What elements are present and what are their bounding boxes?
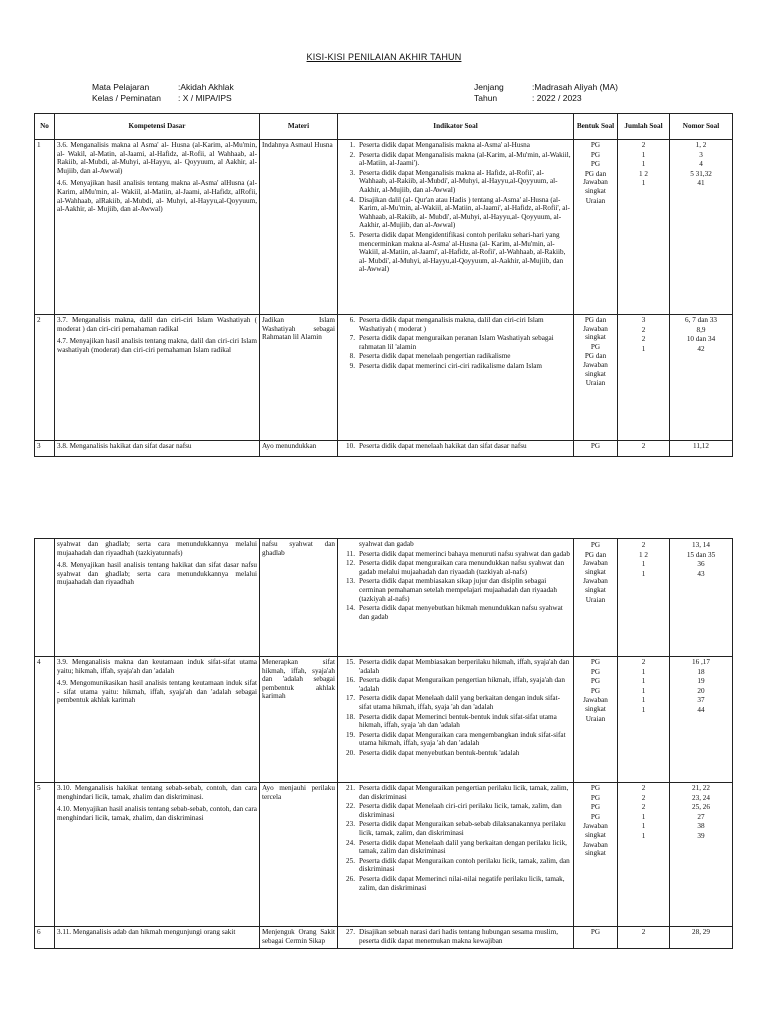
indikator-number: 24. bbox=[346, 838, 355, 847]
row-number: 4 bbox=[35, 657, 55, 783]
kompetensi-dasar-cell bbox=[55, 315, 260, 441]
indikator-number: 7. bbox=[349, 334, 355, 343]
indikator-item bbox=[340, 604, 571, 621]
kompetensi-dasar-text: 3.7. Menganalisis makna, dalil dan ciri-ciri Islam Washatiyah ( moderat ) dan ciri-ciri pemahaman radikal bbox=[57, 316, 257, 333]
jumlah-soal-cell bbox=[618, 315, 670, 441]
bentuk-soal-cell bbox=[574, 927, 618, 949]
row-number: 3 bbox=[35, 441, 55, 457]
jumlah-soal-value: 1 bbox=[641, 344, 646, 353]
indikator-item bbox=[340, 316, 571, 333]
indikator-text: Peserta didik dapat Menelaah dalil yang berkaitan dengan perilaku licik, tamak, zalim dan diskriminasi bbox=[359, 838, 567, 856]
jumlah-soal-value: 2 bbox=[641, 335, 646, 344]
indikator-number: 22. bbox=[346, 802, 355, 811]
kelas-label: Kelas / Peminatan bbox=[92, 93, 161, 103]
indikator-item bbox=[340, 141, 571, 150]
nomor-soal-value: 1, 2 bbox=[695, 141, 707, 149]
indikator-item bbox=[340, 559, 571, 576]
indikator-text: Peserta didik dapat Menguraikan pengertian hikmah, iffah, syaja'ah dan 'adalah bbox=[359, 676, 565, 693]
nomor-soal-value: 11,12 bbox=[693, 442, 709, 450]
nomor-soal-value: 19 bbox=[697, 677, 705, 686]
indikator-item bbox=[340, 442, 571, 451]
kompetensi-dasar-cell bbox=[55, 140, 260, 315]
jumlah-soal-value: 2 bbox=[641, 658, 646, 666]
row-number bbox=[35, 539, 55, 657]
bentuk-soal-value: PG dan Jawaban singkat bbox=[583, 352, 608, 378]
indikator-cell bbox=[338, 927, 574, 949]
table-row bbox=[35, 539, 733, 657]
bentuk-soal-value: PG bbox=[590, 793, 601, 802]
kompetensi-dasar-text: 3.8. Menganalisis hakikat dan sifat dasar nafsu bbox=[57, 442, 192, 450]
bentuk-soal-value: Jawaban singkat bbox=[583, 577, 608, 594]
nomor-soal-value: 10 dan 34 bbox=[686, 335, 716, 344]
header-indikator-soal: Indikator Soal bbox=[338, 114, 574, 140]
document-title: KISI-KISI PENILAIAN AKHIR TAHUN bbox=[306, 52, 462, 62]
bentuk-soal-value: PG bbox=[590, 803, 601, 812]
jumlah-soal-value: 1 bbox=[641, 686, 646, 695]
mapel-value: :Akidah Akhlak bbox=[178, 82, 234, 92]
indikator-number: 6. bbox=[349, 316, 355, 324]
nomor-soal-cell bbox=[670, 927, 733, 949]
indikator-cell bbox=[338, 783, 574, 927]
bentuk-soal-value: PG bbox=[590, 342, 601, 351]
indikator-cell bbox=[338, 140, 574, 315]
kompetensi-dasar-text: 3.11. Menganalisis adab dan hikmah mengunjungi orang sakit bbox=[57, 928, 236, 936]
kompetensi-dasar-text: 3.9. Menganalisis makna dan keutamaan induk sifat-sifat utama yaitu; hikmah, iffah, syaja'ah dan 'adalah bbox=[57, 658, 257, 675]
nomor-soal-value: 6, 7 dan 33 bbox=[685, 316, 717, 324]
bentuk-soal-value: PG dan Jawaban singkat bbox=[583, 550, 608, 576]
indikator-item bbox=[340, 362, 571, 371]
kompetensi-dasar-cell bbox=[55, 927, 260, 949]
indikator-number: 17. bbox=[346, 694, 355, 703]
indikator-number: 11. bbox=[346, 549, 355, 558]
kisi-kisi-table-page-1 bbox=[34, 113, 733, 457]
jumlah-soal-value: 2 bbox=[641, 793, 646, 802]
bentuk-soal-value: PG bbox=[590, 812, 601, 821]
tahun-label: Tahun bbox=[474, 93, 498, 103]
indikator-item bbox=[340, 334, 571, 351]
table-row bbox=[35, 657, 733, 783]
kompetensi-dasar-text: 4.9. Mengomunikasikan hasil analisis tentang keutamaan induk sifat - sifat utama yaitu: hikmah, iffah, syaja'ah dan 'adalah sebagai pembentuk akhlak karimah bbox=[57, 679, 257, 705]
indikator-text: Peserta didik dapat Membiasakan berperilaku hikmah, iffah, syaja'ah dan 'adalah bbox=[359, 658, 570, 675]
nomor-soal-cell bbox=[670, 140, 733, 315]
row-number: 2 bbox=[35, 315, 55, 441]
indikator-item bbox=[340, 658, 571, 675]
table-row bbox=[35, 315, 733, 441]
nomor-soal-value: 36 bbox=[697, 560, 705, 569]
indikator-number: 20. bbox=[346, 748, 355, 757]
indikator-item bbox=[340, 151, 571, 168]
header-jumlah-soal: Jumlah Soal bbox=[618, 114, 670, 140]
bentuk-soal-value: PG bbox=[590, 150, 601, 159]
indikator-item bbox=[340, 169, 571, 195]
materi-cell: Jadikan Islam Washatiyah sebagai Rahmatan lil Alamin bbox=[260, 315, 338, 441]
indikator-item bbox=[340, 352, 571, 361]
indikator-number: 15. bbox=[346, 658, 355, 666]
nomor-soal-value: 43 bbox=[697, 569, 705, 578]
indikator-number: 23. bbox=[346, 820, 355, 829]
bentuk-soal-cell bbox=[574, 783, 618, 927]
nomor-soal-value: 28, 29 bbox=[692, 928, 710, 936]
indikator-item bbox=[340, 676, 571, 693]
indikator-number: 2. bbox=[349, 150, 355, 159]
row-number: 6 bbox=[35, 927, 55, 949]
jumlah-soal-value: 2 bbox=[641, 541, 646, 549]
indikator-text: Disajikan dalil (al- Qur'an atau Hadis ) tentang al-Asma' al-Husna (al-Karim, al-Mu'min, al-Wakiil, al-Matiin, al-Jaami', al-Hafidz, al-Rofii', al-Wahhaab, al-Rakiib, al- Mubdi', al-Muhyi, al-Hayyu,al- Qoyyuum, al-Aakhir, al-Mujiib, dan al-Awwal) bbox=[359, 195, 570, 230]
page-break bbox=[0, 462, 768, 526]
kisi-kisi-table-page-2 bbox=[34, 538, 733, 949]
kompetensi-dasar-text: 4.6. Menyajikan hasil analisis tentang makna al-Asma' alHusna (al-Karim, alMu'min, al- Wakiil, al-Matiin, al-Jaami, al-Hafidz, alRofii, al-Wahhaab, alRakiib, al-Mubdi, al- Muhyi, al-Hayyu,al-Qoyyuum, al-Aakhir, al- Mujiib, dan al-Awwal) bbox=[57, 179, 257, 214]
indikator-cell bbox=[338, 441, 574, 457]
nomor-soal-value: 37 bbox=[697, 696, 705, 705]
indikator-text: Disajikan sebuah narasi dari hadis tentang hubungan sesama muslim, peserta didik dapat menemukan makna kewajiban bbox=[359, 928, 559, 945]
nomor-soal-value: 20 bbox=[697, 686, 705, 695]
nomor-soal-value: 39 bbox=[697, 831, 705, 840]
bentuk-soal-value: PG bbox=[590, 677, 601, 686]
nomor-soal-value: 8,9 bbox=[696, 325, 706, 334]
indikator-item bbox=[340, 540, 571, 549]
indikator-number: 8. bbox=[349, 352, 355, 361]
indikator-cell bbox=[338, 657, 574, 783]
indikator-cell bbox=[338, 315, 574, 441]
header-bentuk-soal: Bentuk Soal bbox=[574, 114, 618, 140]
nomor-soal-value: 27 bbox=[697, 812, 705, 821]
jumlah-soal-value: 2 bbox=[641, 141, 646, 149]
jumlah-soal-value: 1 bbox=[641, 150, 646, 159]
indikator-number: 1. bbox=[349, 141, 355, 149]
indikator-text: Peserta didik dapat Menelaah ciri-ciri perilaku licik, tamak, zalim, dan diskriminasi bbox=[359, 802, 562, 819]
header-materi: Materi bbox=[260, 114, 338, 140]
bentuk-soal-value: Uraian bbox=[585, 196, 606, 205]
indikator-text: Peserta didik dapat memerinci ciri-ciri radikalisme dalam Islam bbox=[359, 361, 543, 370]
indikator-text: Peserta didik dapat menelaah pengertian radikalisme bbox=[359, 352, 511, 361]
bentuk-soal-value: Uraian bbox=[585, 379, 606, 388]
indikator-text: Peserta didik dapat menelaah hakikat dan sifat dasar nafsu bbox=[359, 442, 527, 450]
indikator-text: Peserta didik dapat memerinci bahaya menuruti nafsu syahwat dan gadab bbox=[359, 549, 570, 558]
indikator-item bbox=[340, 749, 571, 758]
kompetensi-dasar-text: 3.10. Menganalisis hakikat tentang sebab-sebab, contoh, dan cara menghindari licik, tamak, zhalim dan diskriminasi. bbox=[57, 784, 257, 801]
indikator-number: 19. bbox=[346, 730, 355, 739]
indikator-number: 13. bbox=[346, 577, 355, 586]
materi-cell: Menerapkan sifat hikmah, iffah, syaja'ah dan 'adalah sebagai pembentuk akhlak karimah bbox=[260, 657, 338, 783]
row-number: 1 bbox=[35, 140, 55, 315]
indikator-number: 26. bbox=[346, 874, 355, 883]
indikator-number: 16. bbox=[346, 676, 355, 685]
bentuk-soal-value: PG bbox=[590, 141, 601, 149]
indikator-text: Peserta didik dapat menyebutkan hikmah menundukkan nafsu syahwat dan gadab bbox=[359, 604, 563, 621]
bentuk-soal-value: Jawaban singkat bbox=[583, 840, 608, 858]
bentuk-soal-cell bbox=[574, 657, 618, 783]
jumlah-soal-cell bbox=[618, 441, 670, 457]
bentuk-soal-cell bbox=[574, 140, 618, 315]
bentuk-soal-value: PG bbox=[590, 541, 601, 549]
tahun-value: : 2022 / 2023 bbox=[532, 93, 582, 103]
bentuk-soal-value: Uraian bbox=[585, 595, 606, 604]
indikator-number: 18. bbox=[346, 712, 355, 721]
jumlah-soal-value: 1 bbox=[641, 831, 646, 840]
indikator-text: Peserta didik dapat Memerinci nilai-nilai negatife perilaku licik, tamak, zalim, dan diskriminasi bbox=[359, 874, 565, 892]
jumlah-soal-cell bbox=[618, 783, 670, 927]
kompetensi-dasar-text: 3.6. Menganalisis makna al Asma' al- Husna (al-Karim, al-Mu'min, al- Wakil, al-Matin, al-Jaami, al-Hafidz, al-Rofii, al Wahhaab, al-Rakiib, al-Mubdi, al-Muhyi, al-Hayyu, al- Qoyyuum, al Aakhir, al-Mujiib, dan al-Awwal) bbox=[57, 141, 257, 175]
indikator-item bbox=[340, 820, 571, 837]
indikator-item bbox=[340, 713, 571, 730]
indikator-text: Peserta didik dapat menguraikan peranan Islam Washatiyah sebagai rahmatan lil 'alamin bbox=[359, 334, 554, 351]
header-nomor-soal: Nomor Soal bbox=[670, 114, 733, 140]
jumlah-soal-cell bbox=[618, 657, 670, 783]
indikator-text: Peserta didik dapat membiasakan sikap jujur dan disiplin sebagai cerminan pemahaman setelah mempelajari mujaahadah dan riyaadah (tazkiyah al-nafs) bbox=[359, 577, 557, 603]
jumlah-soal-value: 1 bbox=[641, 696, 646, 705]
indikator-number bbox=[340, 540, 359, 549]
indikator-text: Peserta didik dapat menganalisis makna, dalil dan ciri-ciri Islam Washatiyah ( moderat ) bbox=[359, 316, 544, 333]
table-header-row bbox=[35, 114, 733, 140]
jumlah-soal-value: 2 bbox=[641, 784, 646, 792]
table-row bbox=[35, 441, 733, 457]
jumlah-soal-value: 2 bbox=[641, 442, 646, 450]
indikator-item bbox=[340, 784, 571, 801]
jumlah-soal-value: 1 bbox=[641, 160, 646, 169]
materi-cell: Ayo menjauhi perilaku tercela bbox=[260, 783, 338, 927]
jumlah-soal-value: 1 bbox=[641, 179, 646, 188]
indikator-text: Peserta didik dapat menguraikan cara menundukkan nafsu syahwat dan gadab melalui mujaahadah dan riyaadah (tazkiyah al-nafs) bbox=[359, 559, 565, 576]
materi-cell: nafsu syahwat dan ghadlab bbox=[260, 539, 338, 657]
header-kompetensi-dasar: Kompetensi Dasar bbox=[55, 114, 260, 140]
materi-cell: Menjenguk Orang Sakit sebagai Cermin Sikap bbox=[260, 927, 338, 949]
jumlah-soal-value: 1 bbox=[641, 667, 646, 676]
nomor-soal-value: 15 dan 35 bbox=[686, 550, 716, 559]
indikator-item bbox=[340, 550, 571, 559]
indikator-text: Peserta didik dapat Menguraikan pengertian perilaku licik, tamak, zalim, dan diskriminasi bbox=[359, 784, 569, 801]
nomor-soal-cell bbox=[670, 539, 733, 657]
indikator-item bbox=[340, 928, 571, 945]
indikator-text: Peserta didik dapat Menguraikan contoh perilaku licik, tamak, zalim, dan diskriminasi bbox=[359, 856, 570, 874]
jumlah-soal-value: 2 bbox=[641, 803, 646, 812]
indikator-item bbox=[340, 839, 571, 856]
nomor-soal-value: 41 bbox=[697, 179, 705, 188]
bentuk-soal-value: PG dan Jawaban singkat bbox=[583, 169, 608, 195]
bentuk-soal-value: PG bbox=[590, 160, 601, 169]
indikator-number: 14. bbox=[346, 604, 355, 613]
nomor-soal-value: 25, 26 bbox=[692, 803, 710, 812]
indikator-text: Peserta didik dapat Menguraikan sebab-sebab dilaksanakannya perilaku licik, tamak, zalim, dan diskriminasi bbox=[359, 820, 566, 837]
bentuk-soal-value: PG bbox=[590, 442, 601, 450]
nomor-soal-cell bbox=[670, 441, 733, 457]
row-number: 5 bbox=[35, 783, 55, 927]
bentuk-soal-cell bbox=[574, 315, 618, 441]
jumlah-soal-value: 1 bbox=[641, 560, 646, 569]
jenjang-label: Jenjang bbox=[474, 82, 504, 92]
jumlah-soal-cell bbox=[618, 140, 670, 315]
bentuk-soal-cell bbox=[574, 539, 618, 657]
materi-cell: Ayo menundukkan bbox=[260, 441, 338, 457]
indikator-number: 12. bbox=[346, 559, 355, 568]
indikator-number: 21. bbox=[346, 784, 355, 792]
nomor-soal-cell bbox=[670, 315, 733, 441]
table-row bbox=[35, 927, 733, 949]
bentuk-soal-cell bbox=[574, 441, 618, 457]
jumlah-soal-value: 1 bbox=[641, 677, 646, 686]
kompetensi-dasar-text: 4.8. Menyajikan hasil analisis tentang hakikat dan sifat dasar nafsu syahwat dan ghadlab; serta cara menundukkannya melalui mujaahadah dan riyaadhah bbox=[57, 561, 257, 587]
nomor-soal-value: 21, 22 bbox=[692, 784, 710, 792]
bentuk-soal-value: Uraian bbox=[585, 714, 606, 723]
jumlah-soal-value: 1 bbox=[641, 705, 646, 714]
indikator-item bbox=[340, 875, 571, 892]
kompetensi-dasar-cell bbox=[55, 783, 260, 927]
indikator-number: 5. bbox=[349, 230, 355, 239]
table-row bbox=[35, 783, 733, 927]
indikator-cell bbox=[338, 539, 574, 657]
indikator-number: 4. bbox=[349, 195, 355, 204]
nomor-soal-value: 16 ,17 bbox=[692, 658, 710, 666]
indikator-item bbox=[340, 231, 571, 274]
indikator-text: Peserta didik dapat Menganalisis makna al- Hafidz, al-Rofii', al-Wahhaab, al-Rakiib, al-Mubdi', al-Muhyi, al-Hayyu,al-Qoyyuum, al-Aakhir, al-Mujiib, dan al-Awwal) bbox=[359, 168, 558, 194]
indikator-text: Peserta didik dapat Menelaah dalil yang berkaitan dengan induk sifat-sifat utama hikmah, iffah, syaja 'ah dan 'adalah bbox=[359, 694, 560, 711]
materi-cell: Indahnya Asmaul Husna bbox=[260, 140, 338, 315]
indikator-number: 3. bbox=[349, 168, 355, 177]
jumlah-soal-cell bbox=[618, 539, 670, 657]
bentuk-soal-value: Jawaban singkat bbox=[583, 822, 608, 839]
mapel-label: Mata Pelajaran bbox=[92, 82, 150, 92]
bentuk-soal-value: PG bbox=[590, 667, 601, 676]
indikator-item bbox=[340, 694, 571, 711]
nomor-soal-value: 38 bbox=[697, 822, 705, 831]
kompetensi-dasar-cell bbox=[55, 657, 260, 783]
indikator-item bbox=[340, 731, 571, 748]
nomor-soal-value: 5 31,32 bbox=[690, 169, 712, 178]
kelas-value: : X / MIPA/IPS bbox=[178, 93, 232, 103]
kompetensi-dasar-text: 4.7. Menyajikan hasil analisis tentang makna, dalil dan ciri-ciri Islam washatiyah (moderat) dan ciri-ciri pemahaman Islam radikal bbox=[57, 337, 257, 354]
indikator-number: 27. bbox=[346, 928, 355, 936]
table-row bbox=[35, 140, 733, 315]
jumlah-soal-value: 3 bbox=[641, 316, 646, 324]
jumlah-soal-value: 1 bbox=[641, 812, 646, 821]
indikator-number: 10. bbox=[346, 442, 355, 450]
indikator-text: syahwat dan gadab bbox=[359, 540, 414, 548]
bentuk-soal-value: PG dan Jawaban singkat bbox=[583, 316, 608, 342]
indikator-text: Peserta didik dapat Menganalisis makna al-Asma' al-Husna bbox=[359, 141, 530, 149]
kompetensi-dasar-cell bbox=[55, 539, 260, 657]
header-no: No bbox=[35, 114, 55, 140]
indikator-number: 25. bbox=[346, 856, 355, 865]
indikator-text: Peserta didik dapat Menganalisis makna (al-Karim, al-Mu'min, al-Wakiil, al-Matiin, al-Jaami'). bbox=[359, 150, 571, 168]
nomor-soal-value: 23, 24 bbox=[692, 793, 710, 802]
jumlah-soal-value: 1 2 bbox=[639, 550, 648, 559]
bentuk-soal-value: PG bbox=[590, 686, 601, 695]
jumlah-soal-value: 1 bbox=[641, 569, 646, 578]
nomor-soal-value: 4 bbox=[699, 160, 703, 169]
jumlah-soal-value: 1 2 bbox=[639, 169, 648, 178]
jumlah-soal-value: 2 bbox=[641, 325, 646, 334]
kompetensi-dasar-cell bbox=[55, 441, 260, 457]
indikator-item bbox=[340, 196, 571, 230]
nomor-soal-value: 3 bbox=[699, 150, 703, 159]
nomor-soal-value: 18 bbox=[697, 667, 705, 676]
nomor-soal-value: 13, 14 bbox=[692, 541, 710, 549]
bentuk-soal-value: PG bbox=[590, 784, 601, 792]
indikator-item bbox=[340, 802, 571, 819]
jumlah-soal-value: 2 bbox=[641, 928, 646, 936]
jumlah-soal-value: 1 bbox=[641, 822, 646, 831]
bentuk-soal-value: PG bbox=[590, 658, 601, 666]
indikator-text: Peserta didik dapat Mengidentifikasi contoh perilaku sehari-hari yang mencerminkan makna al-Asma' al-Husna (al- Karim, al-Mu'min, al-Wakiil, al-Matiin, al-Jaami', al-Hafidz, al-Rofii', al-Wahhaab, al-Rakiib, al- Mubdi', al-Muhyi, al-Hayyu,al-Qoyyuum, al-Aakhir, al-Mujiib, dan al-Awwal) bbox=[359, 230, 566, 274]
nomor-soal-cell bbox=[670, 657, 733, 783]
bentuk-soal-value: PG bbox=[590, 928, 601, 936]
indikator-number: 9. bbox=[349, 361, 355, 370]
kompetensi-dasar-text: 4.10. Menyajikan hasil analisis tentang sebab-sebab, contoh, dan cara menghindari licik, tamak, zhalim, dan diskriminasi bbox=[57, 805, 257, 822]
nomor-soal-value: 44 bbox=[697, 705, 705, 714]
indikator-text: Peserta didik dapat Memerinci bentuk-bentuk induk sifat-sifat utama hikmah, iffah, syaja 'ah dan 'adalah bbox=[359, 712, 557, 730]
nomor-soal-cell bbox=[670, 783, 733, 927]
jumlah-soal-cell bbox=[618, 927, 670, 949]
jenjang-value: :Madrasah Aliyah (MA) bbox=[532, 82, 618, 92]
kompetensi-dasar-text: syahwat dan ghadlab; serta cara menundukkannya melalui mujaahadah dan riyaadhah (tazkiyatunnafs) bbox=[57, 540, 257, 557]
indikator-item bbox=[340, 857, 571, 874]
indikator-text: Peserta didik dapat menyebutkan bentuk-bentuk 'adalah bbox=[359, 748, 520, 757]
bentuk-soal-value: Jawaban singkat bbox=[583, 696, 608, 713]
indikator-item bbox=[340, 577, 571, 603]
nomor-soal-value: 42 bbox=[697, 344, 705, 353]
indikator-text: Peserta didik dapat Menguraikan cara mengembangkan induk sifat-sifat utama hikmah, iffah, syaja 'ah dan 'adalah bbox=[359, 730, 566, 748]
